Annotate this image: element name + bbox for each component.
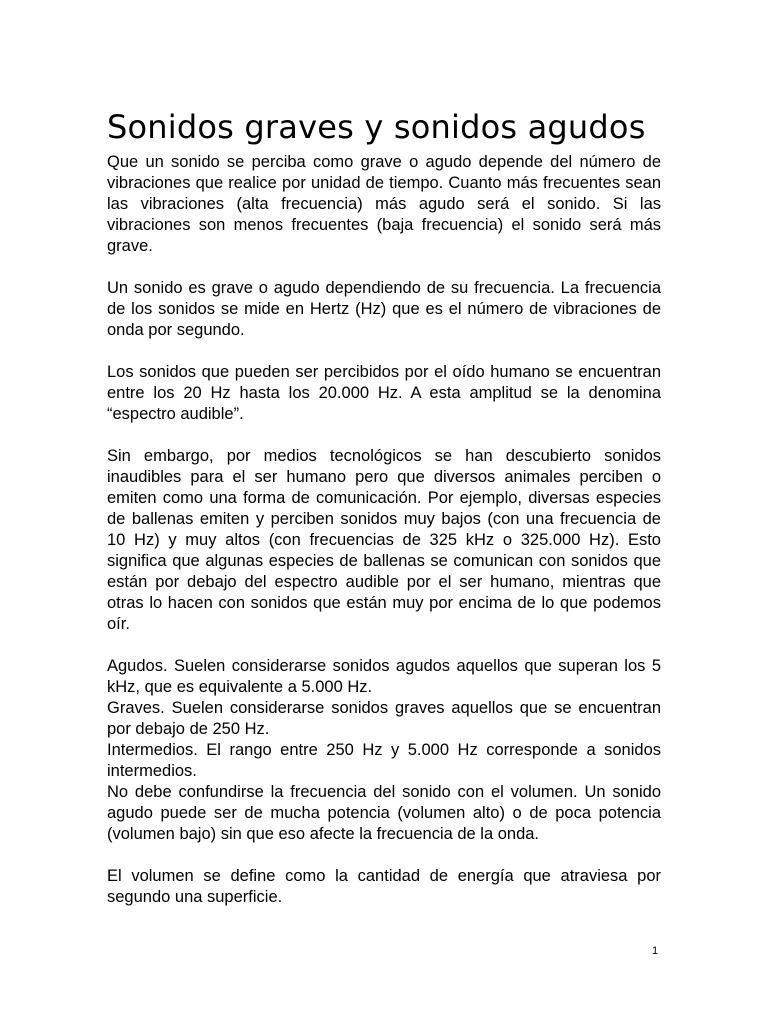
paragraph-inaudible-sounds: Sin embargo, por medios tecnológicos se han descubierto sonidos inaudibles para el ser humano pero que diversos animales perciben o emiten como una forma de comunicación. Por ejemplo, diversas especies de ballenas emiten y perciben sonidos muy bajos (con una frecuencia de 10 Hz) y muy altos (con frecuencias de 325 kHz o 325.000 Hz). Esto significa que algunas especies de ballenas se comunican con sonidos que están por debajo del espectro audible por el ser humano, mientras que otras lo hacen con sonidos que están muy por encima de lo que podemos oír. [107,447,661,633]
paragraph-volume-vs-frequency: No debe confundirse la frecuencia del sonido con el volumen. Un sonido agudo puede ser de mucha potencia (volumen alto) o de poca potencia (volumen bajo) sin que eso afecte la frecuencia de la onda. [107,783,661,843]
page-number: 1 [652,945,659,957]
page-title: Sonidos graves y sonidos agudos [107,108,646,146]
paragraph-volume-definition: El volumen se define como la cantidad de energía que atraviesa por segundo una superficie. [107,867,661,906]
paragraph-graves: Graves. Suelen considerarse sonidos graves aquellos que se encuentran por debajo de 250 Hz. [107,699,661,738]
paragraph-intermedios: Intermedios. El rango entre 250 Hz y 5.000 Hz corresponde a sonidos intermedios. [107,741,661,780]
paragraph-audible-spectrum: Los sonidos que pueden ser percibidos por el oído humano se encuentran entre los 20 Hz hasta los 20.000 Hz. A esta amplitud se la denomina “espectro audible”. [107,363,661,423]
paragraph-frequency: Un sonido es grave o agudo dependiendo de su frecuencia. La frecuencia de los sonidos se mide en Hertz (Hz) que es el número de vibraciones de onda por segundo. [107,279,661,339]
page-content [107,106,661,929]
paragraph-agudos: Agudos. Suelen considerarse sonidos agudos aquellos que superan los 5 kHz, que es equivalente a 5.000 Hz. [107,657,661,696]
paragraph-intro: Que un sonido se perciba como grave o agudo depende del número de vibraciones que realice por unidad de tiempo. Cuanto más frecuentes sean las vibraciones (alta frecuencia) más agudo será el sonido. Si las vibraciones son menos frecuentes (baja frecuencia) el sonido será más grave. [107,153,661,255]
